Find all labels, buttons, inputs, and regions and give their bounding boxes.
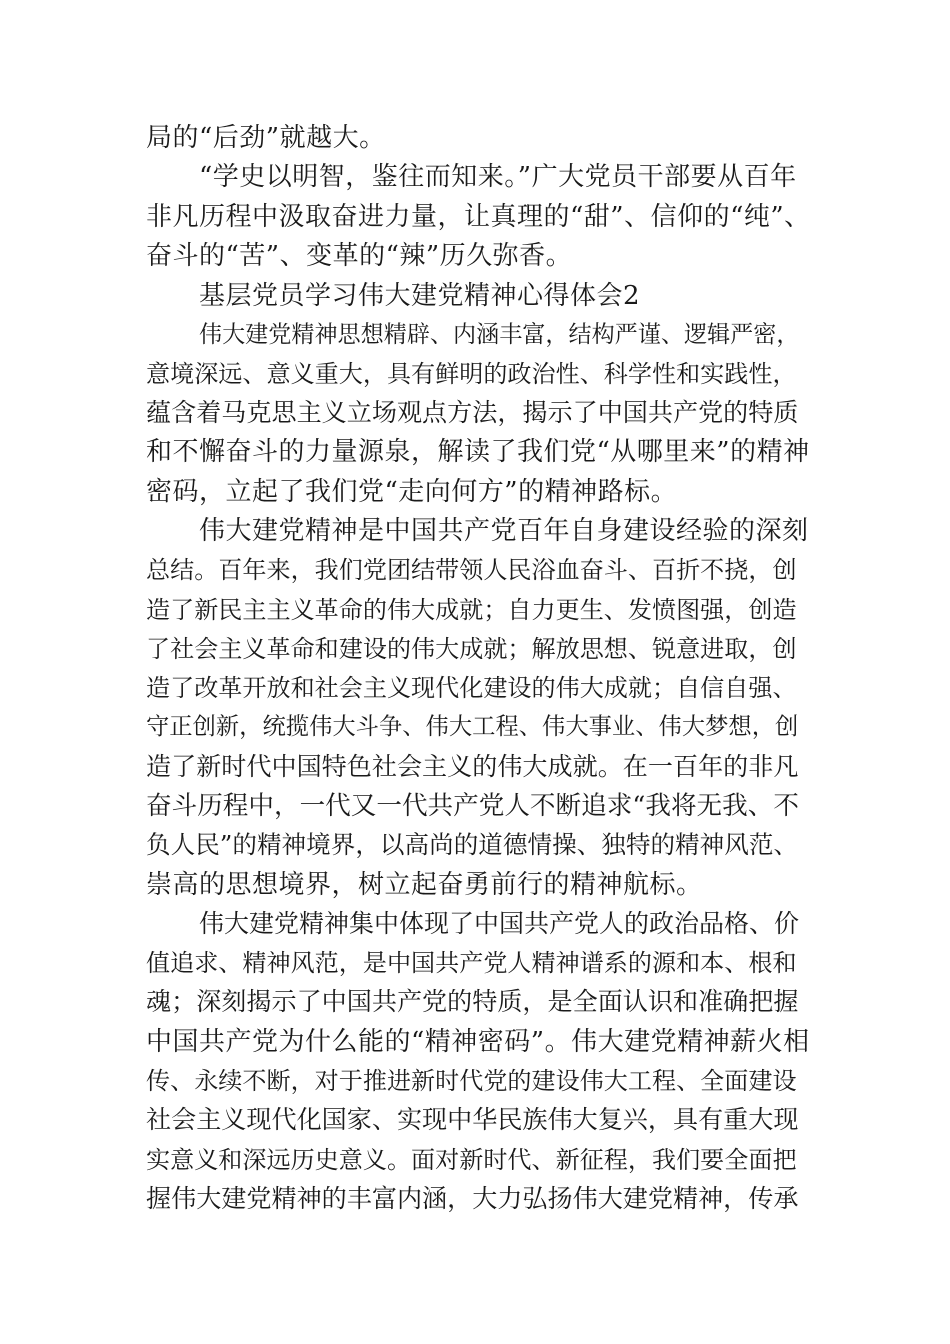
text-line: 传、永续不断，对于推进新时代党的建设伟大工程、全面建设 bbox=[146, 1067, 797, 1095]
text-line: 蕴含着马克思主义立场观点方法，揭示了中国共产党的特质 bbox=[146, 398, 799, 427]
text-line: 握伟大建党精神的丰富内涵，大力弘扬伟大建党精神，传承 bbox=[146, 1184, 799, 1213]
text-line: 崇高的思想境界，树立起奋勇前行的精神航标。 bbox=[146, 870, 703, 900]
text-line: 社会主义现代化国家、实现中华民族伟大复兴，具有重大现 bbox=[146, 1105, 799, 1134]
text-line: 奋斗历程中，一代又一代共产党人不断追求“我将无我、不 bbox=[146, 791, 799, 821]
text-line: 意境深远、意义重大，具有鲜明的政治性、科学性和实践性， bbox=[146, 360, 797, 388]
text-line: 非凡历程中汲取奋进力量，让真理的“甜”、信仰的“纯”、 bbox=[146, 202, 811, 232]
text-line: “学史以明智，鉴往而知来。”广大党员干部要从百年 bbox=[199, 162, 797, 192]
text-line: 造了新时代中国特色社会主义的伟大成就。在一百年的非凡 bbox=[146, 752, 799, 781]
text-line: 和不懈奋斗的力量源泉，解读了我们党“从哪里来”的精神 bbox=[146, 437, 810, 467]
text-line: 了社会主义革命和建设的伟大成就；解放思想、锐意进取，创 bbox=[146, 635, 797, 663]
section-heading: 基层党员学习伟大建党精神心得体会2 bbox=[199, 281, 641, 311]
text-line: 值追求、精神风范，是中国共产党人精神谱系的源和本、根和 bbox=[146, 949, 797, 977]
text-line: 守正创新，统揽伟大斗争、伟大工程、伟大事业、伟大梦想，创 bbox=[146, 713, 799, 740]
text-line: 奋斗的“苦”、变革的“辣”历久弥香。 bbox=[146, 241, 573, 271]
text-line: 总结。百年来，我们党团结带领人民浴血奋斗、百折不挠，创 bbox=[146, 556, 797, 584]
text-line: 造了新民主主义革命的伟大成就；自力更生、发愤图强，创造 bbox=[146, 596, 797, 624]
text-line: 伟大建党精神集中体现了中国共产党人的政治品格、价 bbox=[199, 909, 800, 938]
text-line: 负人民”的精神境界，以高尚的道德情操、独特的精神风范、 bbox=[146, 830, 799, 859]
text-line: 造了改革开放和社会主义现代化建设的伟大成就；自信自强、 bbox=[146, 674, 797, 702]
text-line: 伟大建党精神是中国共产党百年自身建设经验的深刻 bbox=[199, 516, 809, 546]
text-line: 魂；深刻揭示了中国共产党的特质，是全面认识和准确把握 bbox=[146, 987, 799, 1016]
text-line: 中国共产党为什么能的“精神密码”。伟大建党精神薪火相 bbox=[146, 1027, 810, 1057]
text-line: 密码，立起了我们党“走向何方”的精神路标。 bbox=[146, 477, 678, 507]
text-line: 局的“后劲”就越大。 bbox=[146, 123, 386, 153]
text-line: 伟大建党精神思想精辟、内涵丰富，结构严谨、逻辑严密， bbox=[199, 322, 800, 348]
text-line: 实意义和深远历史意义。面对新时代、新征程，我们要全面把 bbox=[146, 1146, 797, 1174]
